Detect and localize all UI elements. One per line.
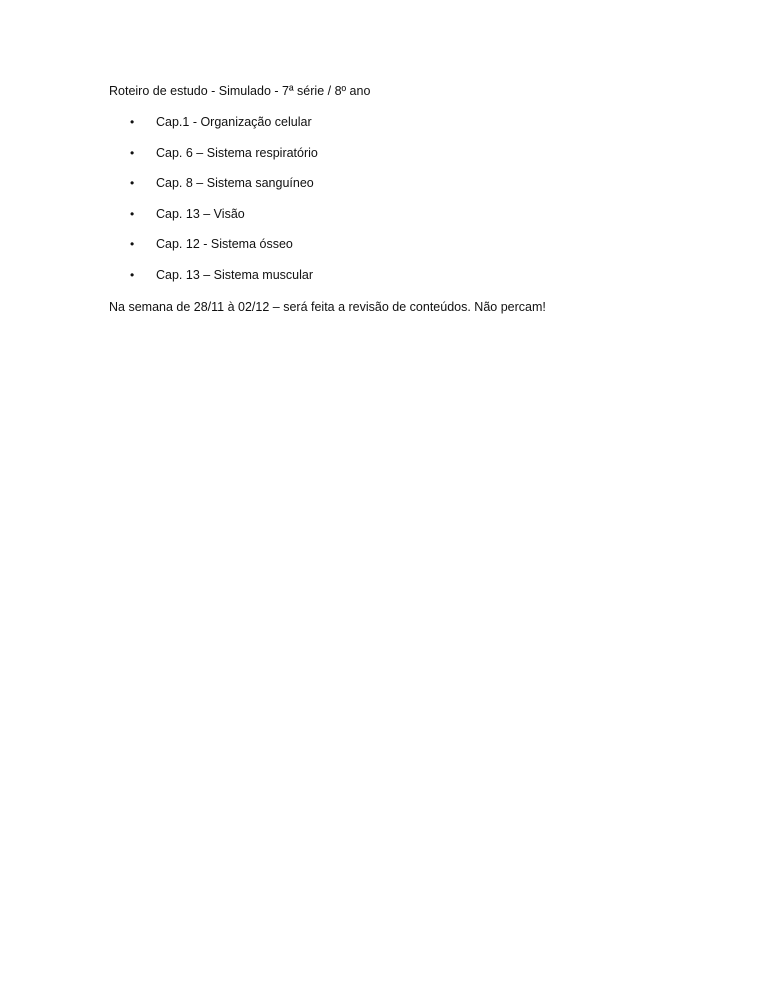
- bullet-icon: •: [130, 237, 135, 252]
- revision-note: Na semana de 28/11 à 02/12 – será feita a revisão de conteúdos. Não percam!: [109, 300, 546, 314]
- document-title: Roteiro de estudo - Simulado - 7ª série / 8º ano: [109, 84, 371, 98]
- list-item-text: Cap. 13 – Visão: [156, 206, 245, 221]
- list-item-text: Cap. 6 – Sistema respiratório: [156, 145, 318, 160]
- list-item-text: Cap. 8 – Sistema sanguíneo: [156, 176, 314, 191]
- list-item-text: Cap.1 - Organização celular: [156, 115, 312, 129]
- bullet-icon: •: [130, 267, 135, 282]
- list-item-text: Cap. 12 - Sistema ósseo: [156, 237, 293, 252]
- bullet-icon: •: [130, 176, 135, 191]
- list-item-text: Cap. 13 – Sistema muscular: [156, 267, 314, 282]
- bullet-icon: •: [130, 115, 135, 129]
- bullet-icon: •: [130, 145, 135, 160]
- bullet-icon: •: [130, 206, 135, 221]
